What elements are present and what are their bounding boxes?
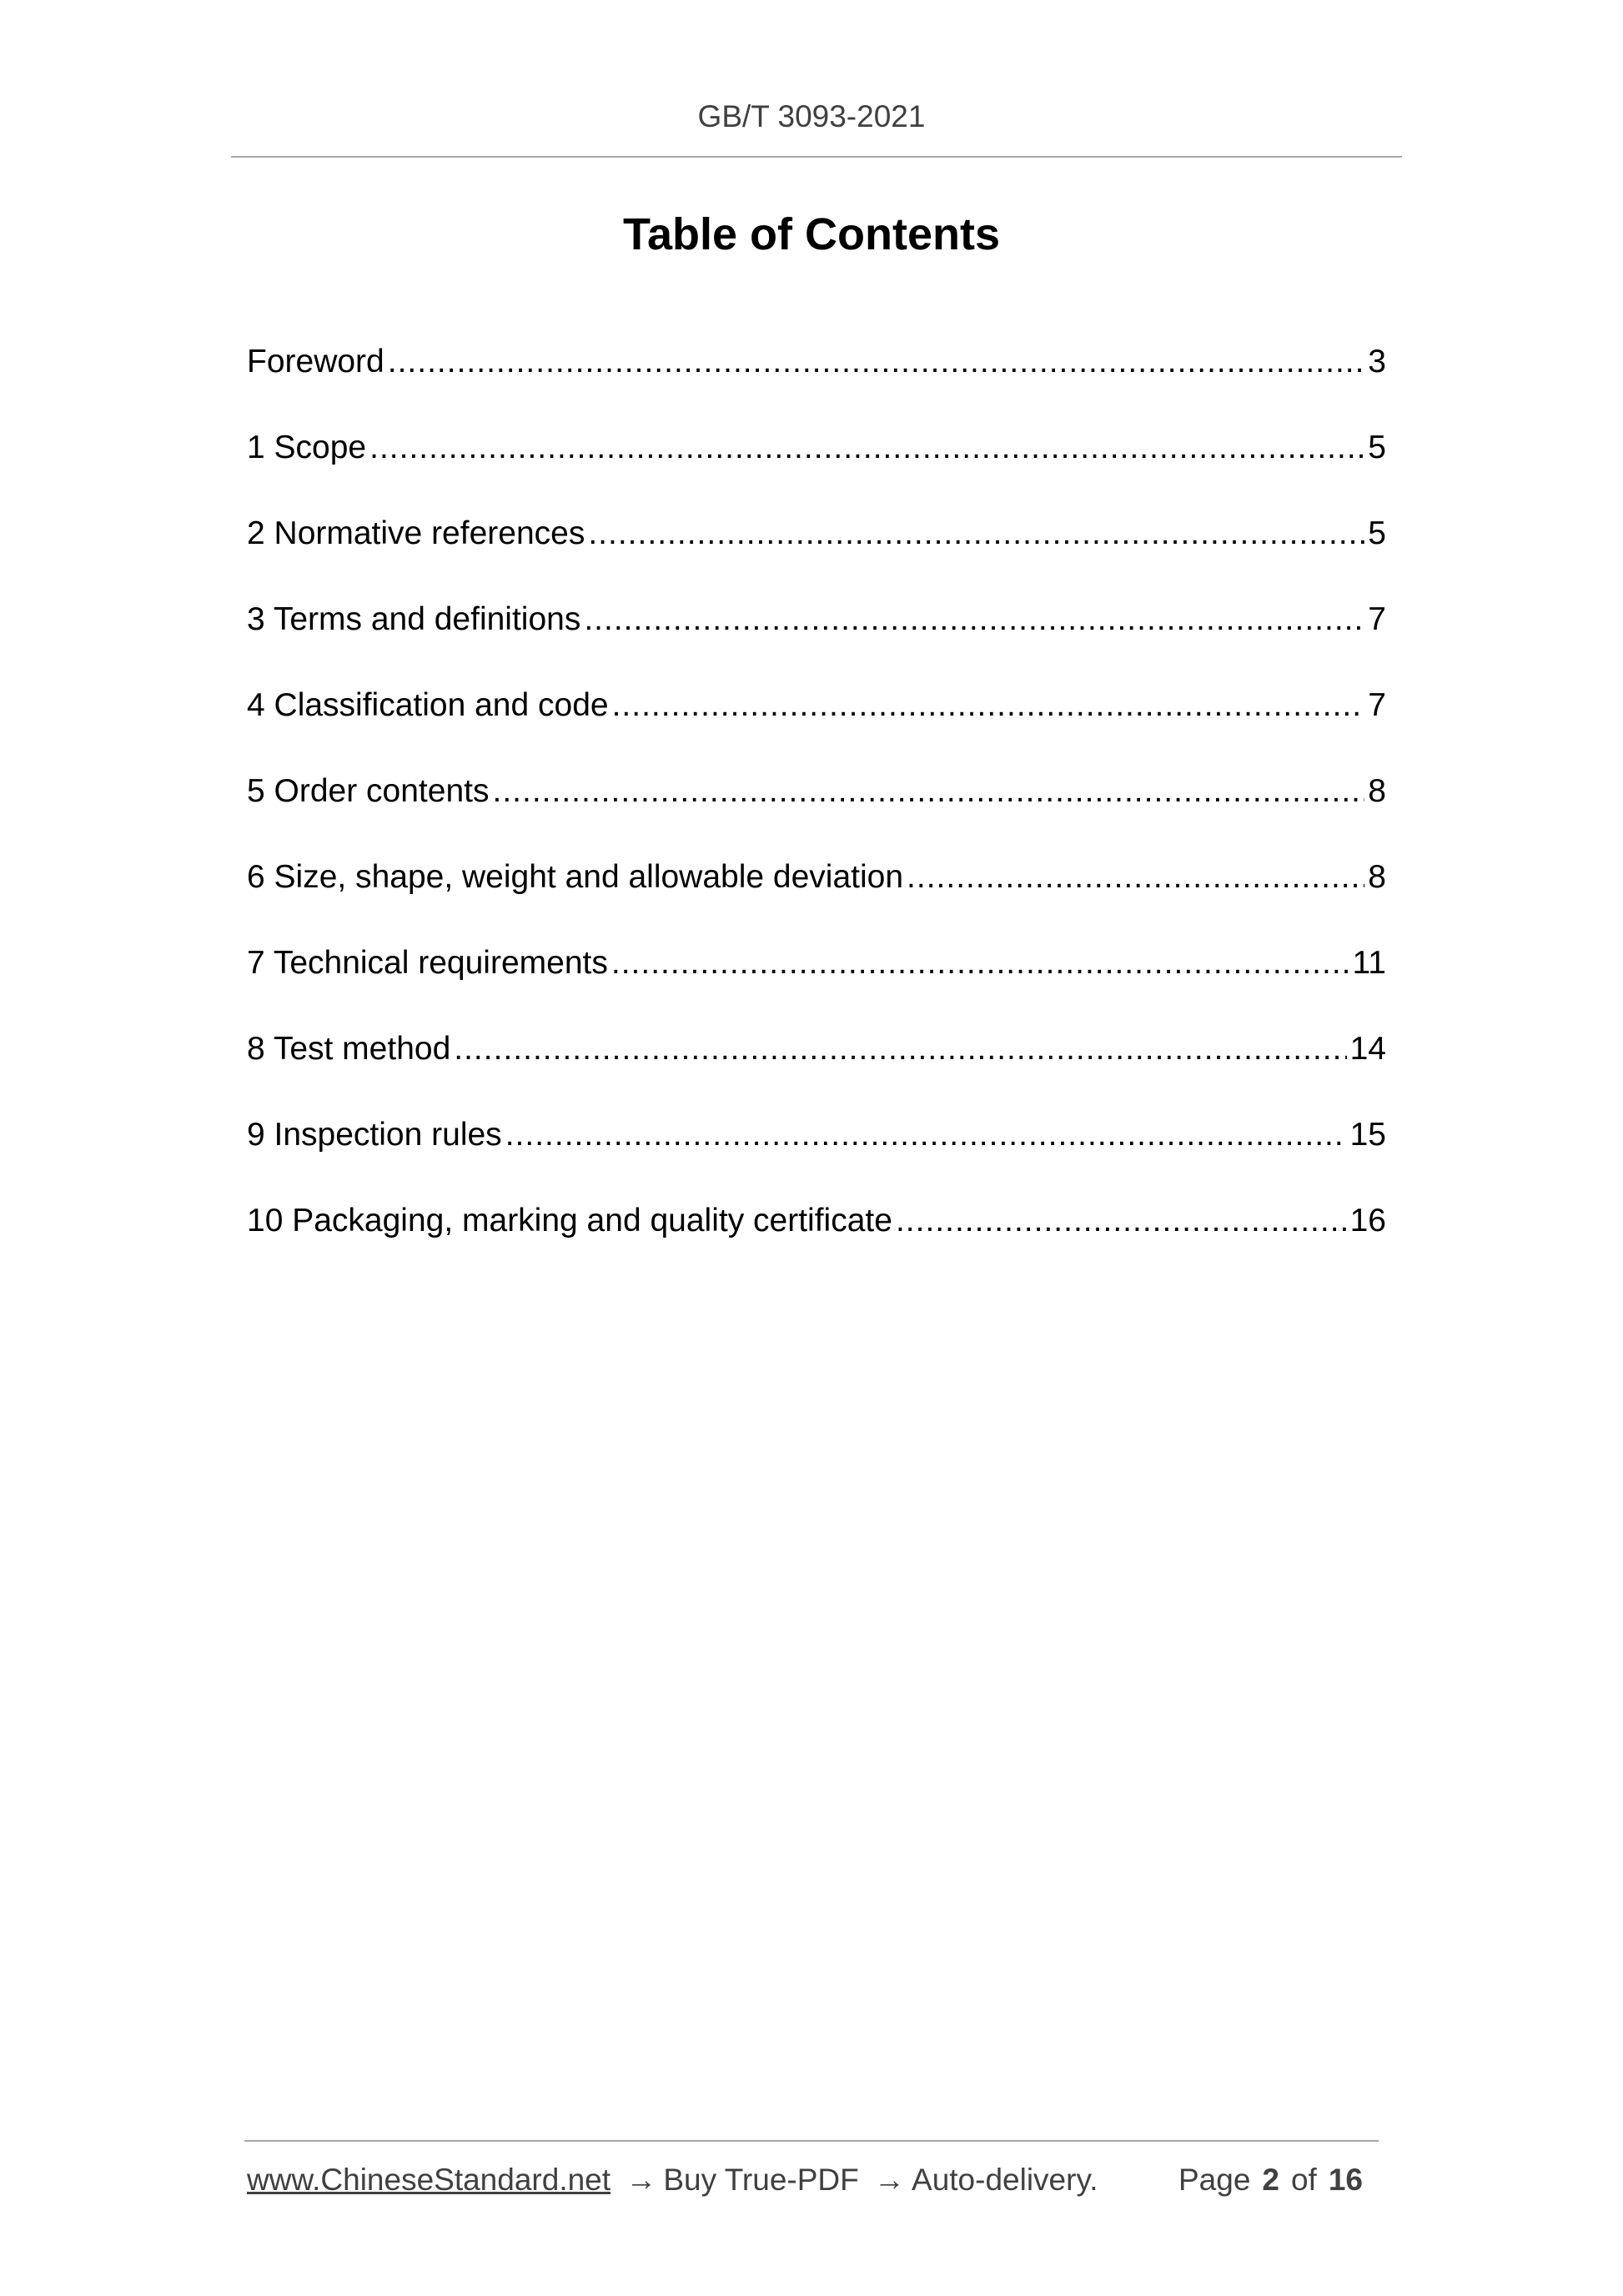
toc-entry-label: 3 Terms and definitions [247, 601, 581, 637]
toc-dot-leader [505, 1115, 1347, 1155]
toc-dot-leader [907, 857, 1364, 897]
page-word: Page [1178, 2163, 1251, 2197]
toc-entry-technical-requirements[interactable] [247, 943, 1386, 1029]
toc-dot-leader [584, 600, 1364, 640]
toc-entry-page: 15 [1349, 1117, 1386, 1153]
document-code-header: GB/T 3093-2021 [697, 99, 926, 133]
toc-entry-label: 1 Scope [247, 430, 367, 465]
toc-entry-label: 8 Test method [247, 1031, 451, 1067]
toc-entry-label: 4 Classification and code [247, 687, 609, 723]
toc-entry-label: 5 Order contents [247, 773, 490, 809]
toc-entry-test-method[interactable] [247, 1029, 1386, 1115]
toc-dot-leader [454, 1029, 1346, 1069]
toc-entry-foreword[interactable] [247, 342, 1386, 428]
toc-dot-leader [612, 686, 1365, 726]
toc-entry-terms-and-definitions[interactable] [247, 600, 1386, 686]
arrow-right-icon: → [626, 2163, 657, 2197]
toc-dot-leader [588, 514, 1364, 554]
toc-entry-page: 8 [1368, 773, 1386, 809]
toc-dot-leader [492, 771, 1364, 811]
current-page: 2 [1262, 2163, 1279, 2197]
toc-entry-order-contents[interactable] [247, 771, 1386, 857]
toc-dot-leader [611, 943, 1349, 983]
site-link[interactable]: www.ChineseStandard.net [247, 2163, 611, 2197]
header-divider [231, 156, 1402, 158]
toc-dot-leader [369, 428, 1364, 468]
toc-entry-page: 5 [1368, 430, 1386, 465]
toc-entry-label: 7 Technical requirements [247, 945, 608, 981]
toc-entry-page: 16 [1349, 1203, 1386, 1238]
toc-entry-label: 6 Size, shape, weight and allowable deviation [247, 859, 904, 895]
toc-entry-label: 10 Packaging, marking and quality certificate [247, 1203, 892, 1238]
toc-entry-page: 11 [1352, 945, 1386, 981]
toc-entry-page: 8 [1368, 859, 1386, 895]
toc-title: Table of Contents [623, 209, 1000, 259]
toc-dot-leader [388, 342, 1365, 382]
toc-dot-leader [896, 1201, 1347, 1241]
total-pages: 16 [1328, 2163, 1363, 2197]
toc-entry-size-shape-weight[interactable] [247, 857, 1386, 943]
toc-entry-page: 5 [1368, 515, 1386, 551]
toc-list [247, 342, 1386, 1287]
buy-step-text: Buy True-PDF [663, 2163, 859, 2197]
toc-entry-label: 2 Normative references [247, 515, 585, 551]
toc-entry-scope[interactable] [247, 428, 1386, 514]
toc-entry-label: Foreword [247, 344, 384, 379]
toc-entry-label: 9 Inspection rules [247, 1117, 502, 1153]
toc-entry-page: 7 [1368, 687, 1386, 723]
toc-entry-classification-and-code[interactable] [247, 686, 1386, 771]
toc-entry-page: 14 [1349, 1031, 1386, 1067]
toc-entry-page: 7 [1368, 601, 1386, 637]
of-word: of [1290, 2163, 1317, 2197]
toc-entry-page: 3 [1368, 344, 1386, 379]
toc-entry-inspection-rules[interactable] [247, 1115, 1386, 1201]
footer-divider [244, 2140, 1379, 2142]
arrow-right-icon: → [874, 2163, 906, 2197]
page-number [1178, 2161, 1374, 2199]
toc-entry-normative-references[interactable] [247, 514, 1386, 600]
toc-entry-packaging-marking[interactable] [247, 1201, 1386, 1287]
delivery-step-text: Auto-delivery. [912, 2163, 1098, 2197]
page-footer [247, 2161, 1383, 2199]
